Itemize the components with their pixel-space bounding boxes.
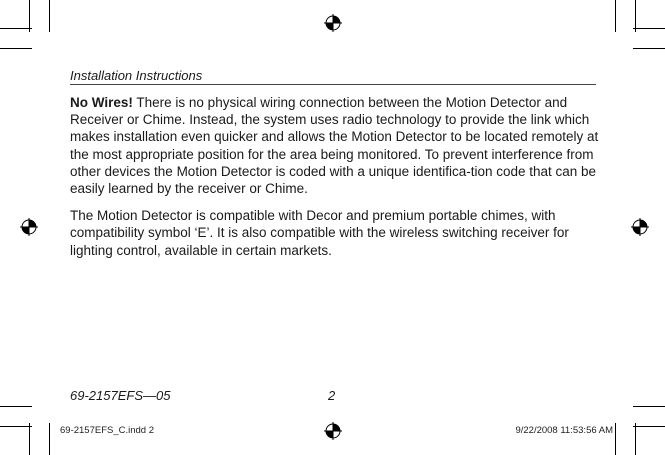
crop-mark-bottom-right-vertical-inner: [615, 423, 616, 455]
registration-mark-right-icon: [631, 218, 649, 236]
section-header: [70, 68, 596, 85]
crop-mark-top-right-horizontal-inner: [633, 48, 665, 49]
crop-mark-bottom-left-vertical-inner: [49, 423, 50, 455]
document-number: 69-2157EFS—05: [70, 388, 171, 403]
crop-mark-bottom-left-vertical: [29, 423, 30, 455]
registration-mark-left-icon: [20, 218, 38, 236]
page-number: 2: [328, 388, 336, 403]
slug-timestamp: 9/22/2008 11:53:56 AM: [515, 425, 613, 436]
paragraph-lead: No Wires!: [70, 95, 133, 110]
crop-mark-bottom-right-horizontal: [633, 406, 665, 407]
body-content: [70, 94, 610, 269]
crop-mark-bottom-left-horizontal: [0, 406, 32, 407]
registration-mark-top-icon: [324, 14, 342, 32]
crop-mark-bottom-right-horizontal-inner: [633, 426, 665, 427]
crop-mark-bottom-right-vertical: [635, 423, 636, 455]
paragraph-body: There is no physical wiring connection between the Motion Detector and Receiver or Chime. Instead, the system uses radio technology to provide the link which makes installation even quicker and allows the Motion Detector to be located remotely at the most appropriate position for the area being monitored. To prevent interference from other devices the Motion Detector is coded with a unique identifica-tion code that can be easily learned by the receiver or Chime.: [70, 95, 599, 197]
crop-mark-bottom-left-horizontal-inner: [0, 426, 32, 427]
crop-mark-top-right-vertical-inner: [615, 0, 616, 32]
crop-mark-top-left-vertical-inner: [49, 0, 50, 32]
crop-mark-top-right-horizontal: [633, 28, 665, 29]
registration-mark-bottom-icon: [324, 422, 342, 440]
crop-mark-top-left-horizontal: [0, 28, 32, 29]
paragraph-compatibility: The Motion Detector is compatible with Decor and premium portable chimes, with compatibility symbol ‘E’. It is also compatible with the wireless switching receiver for lighting control, available in certain markets.: [70, 208, 569, 258]
slug-file-name: 69-2157EFS_C.indd 2: [60, 425, 155, 436]
paragraph-no-wires: [70, 94, 610, 197]
crop-mark-top-left-horizontal-inner: [0, 48, 32, 49]
section-title: Installation Instructions: [70, 68, 203, 83]
